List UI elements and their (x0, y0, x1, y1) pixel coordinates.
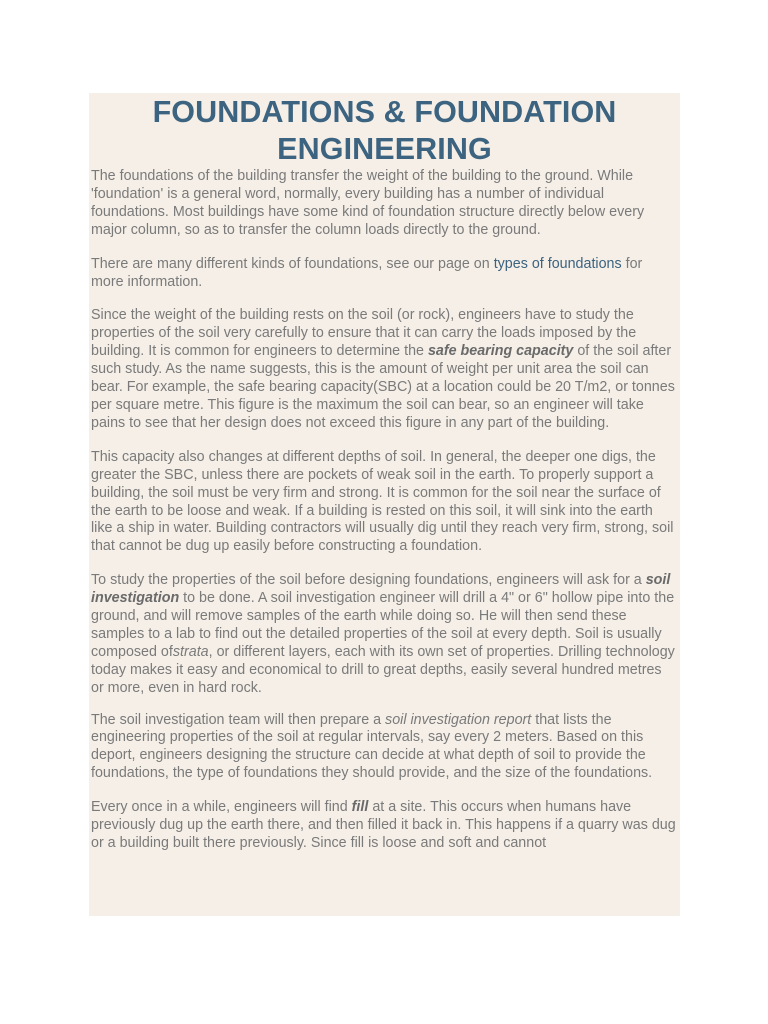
title-line-2: ENGINEERING (277, 132, 492, 166)
safe-bearing-capacity-term: safe bearing capacity (427, 343, 574, 360)
paragraph-3: Since the weight of the building rests on the soil (or rock), engineers have to study the properties of the soil very carefully to ensure that it can carry the loads imposed by the building. It is common for engineers to determine the safe bearing capacity of the soil after such study. As the name suggests, this is the amount of weight per unit area the soil can bear. For example, the safe bearing capacity(SBC) at a location could be 20 T/m2, or tonnes per square metre. This figure is the maximum the soil can bear, so an engineer will take pains to see that her design does not exceed this figure in any part of the building. (91, 307, 675, 431)
paragraph-2: There are many different kinds of foundations, see our page on types of foundations for more information. (91, 255, 643, 290)
title-line-1: FOUNDATIONS & FOUNDATION (152, 95, 617, 129)
types-of-foundations-link[interactable]: types of foundations (493, 255, 622, 272)
document-page (89, 93, 680, 916)
strata-term: strata (172, 643, 209, 660)
article-body (89, 168, 680, 853)
page-title (89, 93, 680, 168)
soil-investigation-report-term: soil investigation report (385, 711, 532, 728)
soil-investigation-term: soil investigation (91, 572, 671, 607)
paragraph-7: Every once in a while, engineers will find fill at a site. This occurs when humans have previously dug up the earth there, and then filled it back in. This happens if a quarry was dug or a building built there previously. Since fill is loose and soft and cannot (91, 799, 676, 851)
paragraph-4: This capacity also changes at different depths of soil. In general, the deeper one digs, the greater the SBC, unless there are pockets of weak soil in the earth. To properly support a building, the soil must be very firm and strong. It is common for the soil near the surface of the earth to be loose and weak. If a building is rested on this soil, it will sink into the earth like a ship in water. Building contractors will usually dig until they reach very firm, strong, soil that cannot be dug up easily before constructing a foundation. (91, 448, 674, 555)
paragraph-1: The foundations of the building transfer the weight of the building to the ground. While 'foundation' is a general word, normally, every building has a number of individual foundations. Most buildings have some kind of foundation structure directly below every major column, so as to transfer the column loads directly to the ground. (91, 168, 645, 238)
paragraph-6: The soil investigation team will then prepare a soil investigation report that lists the engineering properties of the soil at regular intervals, say every 2 meters. Based on this deport, engineers designing the structure can decide at what depth of soil to provide the foundations, the type of foundations they should provide, and the size of the foundations. (91, 711, 653, 782)
paragraph-5: To study the properties of the soil before designing foundations, engineers will ask for a soil investigation to be done. A soil investigation engineer will drill a 4" or 6" hollow pipe into the ground, and will remove samples of the earth while doing so. He will then send these samples to a lab to find out the detailed properties of the soil at every depth. Soil is usually composed ofstrata, or different layers, each with its own set of properties. Drilling technology today makes it easy and economical to drill to great depths, easily several hundred metres or more, even in hard rock. (91, 572, 675, 696)
fill-term: fill (351, 799, 369, 816)
